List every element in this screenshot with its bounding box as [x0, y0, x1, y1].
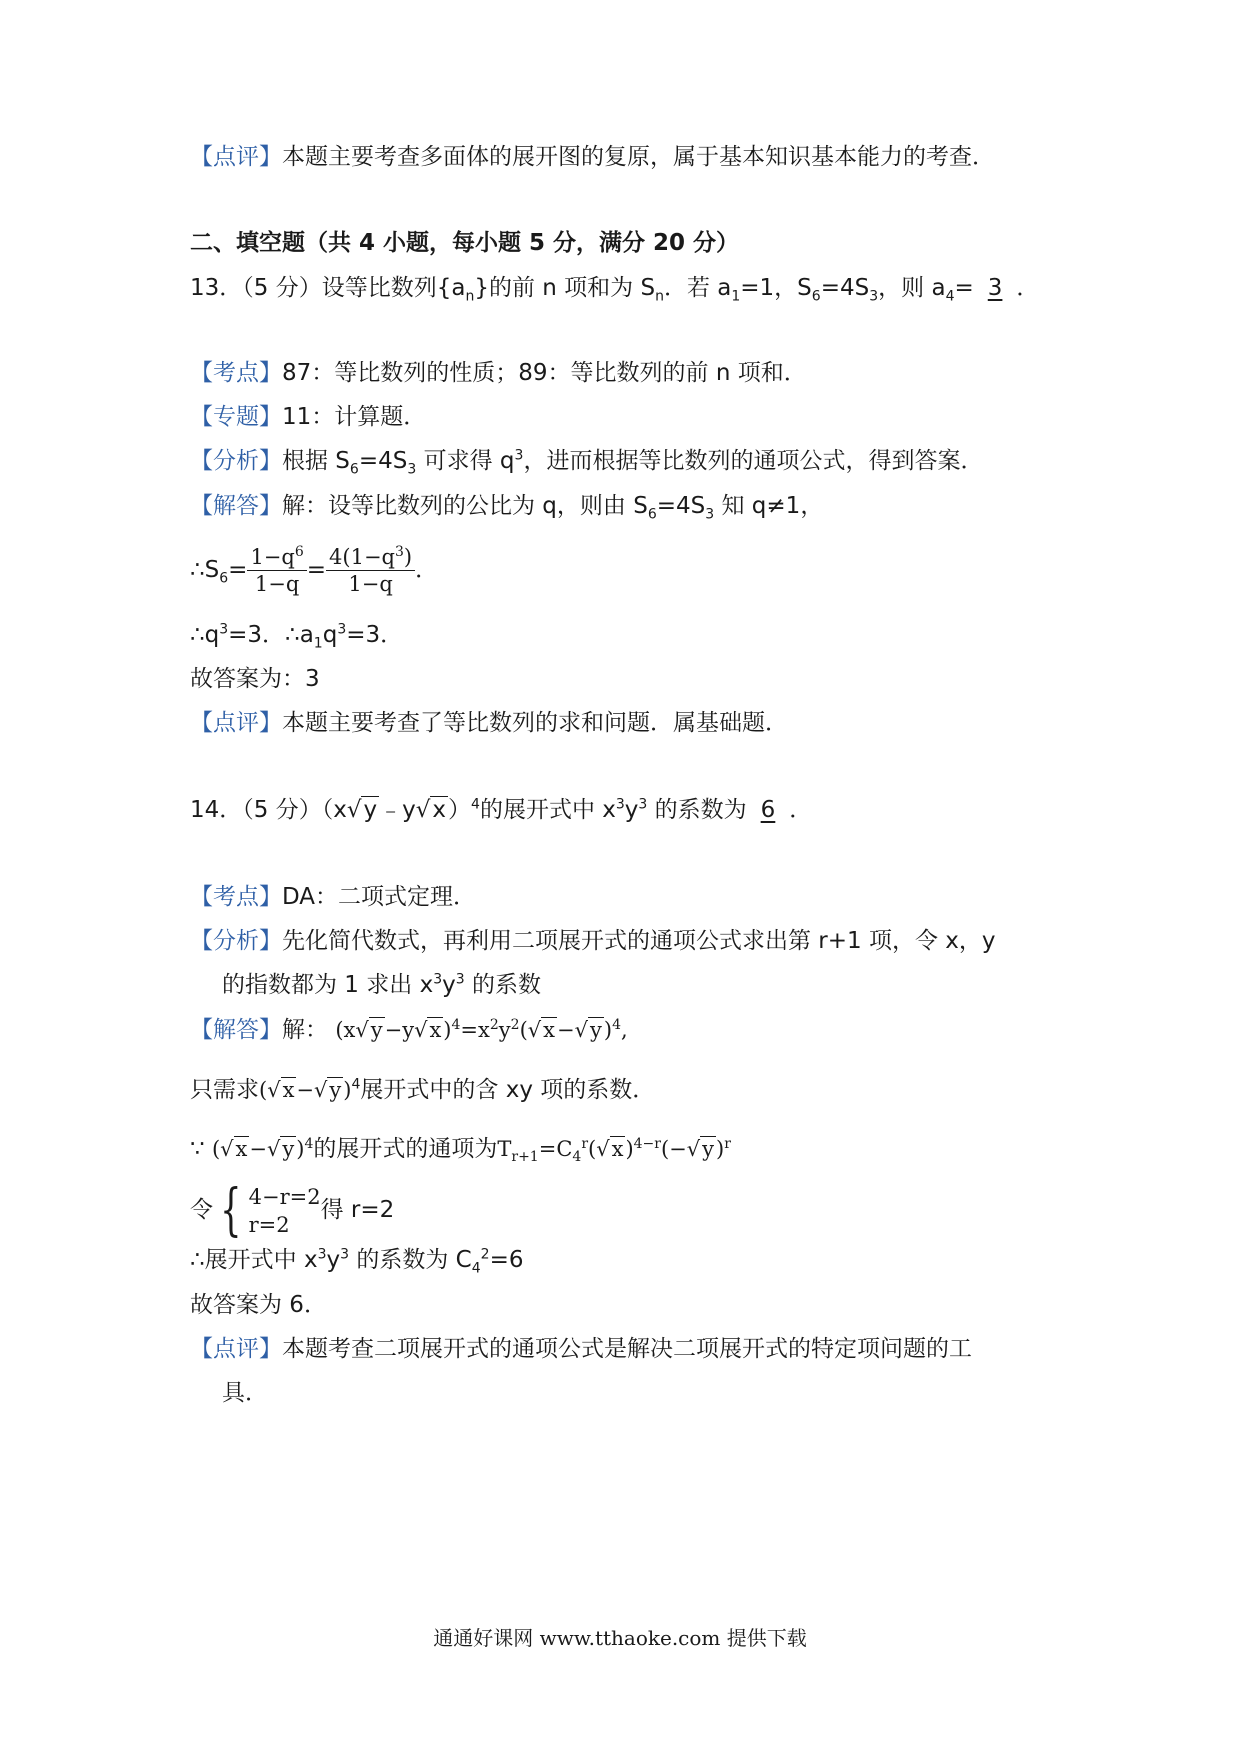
q13-equation-1: $\therefore S_6=$ $\frac{1-q^6}{1-q}$ = $\frac{4(1-q^3)}{1-q}$ ． — [190, 544, 439, 596]
q13-stem-part: =4S — [820, 275, 870, 301]
q14-fenxi-part: 的指数都为 1 求出 x — [222, 972, 434, 998]
system-row-2: r=2 — [248, 1212, 290, 1237]
q13-equation-2: $\therefore q^3=3$．$\therefore a_1q^3=3$． — [190, 621, 404, 652]
q13-zhuanti-text: 11：计算题． — [282, 404, 427, 430]
q14-radicand: y — [363, 797, 378, 823]
q14-because — [190, 1134, 731, 1164]
q14-dianping-line1: 本题考查二项展开式的通项公式是解决二项展开式的特定项问题的工 — [282, 1336, 972, 1362]
fenxi-tag: 【分析】 — [190, 448, 282, 474]
fraction-1-numerator: 1−q — [250, 545, 295, 569]
q14-dianping — [190, 1334, 972, 1364]
q14-fenxi-part: 的系数 — [471, 972, 541, 998]
q13-final-answer: 故答案为：3 — [190, 666, 320, 692]
q13-jieda-part: 知 q≠1， — [721, 493, 824, 519]
q14-need-part: 展开式中的含 xy 项的系数． — [360, 1077, 656, 1103]
q14-stem: 14．（5 分）（x√y﹣y√x）$^4$的展开式中 $x^3y^3$ 的系数为 6 ． — [190, 796, 813, 823]
q14-radicand: x — [432, 797, 447, 823]
q14-kaodian-text: DA：二项式定理． — [282, 884, 477, 910]
fenxi-tag: 【分析】 — [190, 928, 282, 954]
q14-need-formula: (√x−√y) — [259, 1078, 352, 1102]
q14-dianping-continued: 具． — [222, 1380, 268, 1406]
dianping-tag: 【点评】 — [190, 1336, 282, 1362]
q13-stem-part: }的前 n 项和为 S — [474, 275, 656, 301]
q14-need-part: 只需求 — [190, 1077, 259, 1103]
q13-fenxi-part: 根据 S — [282, 448, 350, 474]
fraction-2-denominator: 1−q — [348, 572, 393, 596]
q13-jieda-part: 解：设等比数列的公比为 q，则由 S — [282, 493, 648, 519]
q14-stem-part: ﹣y — [379, 797, 416, 823]
q13-fenxi-part: ，进而根据等比数列的通项公式，得到答案． — [523, 448, 984, 474]
kaodian-tag: 【考点】 — [190, 884, 282, 910]
q14-coef-part: ∴展开式中 x — [190, 1247, 318, 1273]
q14-jieda-formula: $(x√y-y√x)^4=x^2y^2(√x-√y)^4$, — [335, 1017, 628, 1042]
q14-kaodian — [190, 882, 476, 912]
q14-because-formula: $(√x-√y)^4$ — [211, 1136, 314, 1161]
eq2-part: =3．∴a — [228, 622, 314, 648]
q14-jieda — [190, 1015, 628, 1045]
q14-system — [190, 1177, 395, 1243]
q13-dianping — [190, 708, 788, 738]
q14-fenxi-part: y — [442, 972, 456, 998]
q13-stem-part: ．若 a — [663, 275, 732, 301]
q14-coefficient: ∴展开式中 $x^3y^3$ 的系数为 $C_4^2=6$ — [190, 1246, 524, 1277]
fraction-1-denominator: 1−q — [254, 572, 300, 596]
q13-fenxi-part: 可求得 q — [423, 448, 515, 474]
q14-fenxi-continued: 的指数都为 1 求出 $x^3y^3$ 的系数 — [222, 971, 541, 998]
q14-stem-part: y — [624, 797, 639, 823]
eq2-part: ∴q — [190, 622, 220, 648]
system-row-1: 4−r=2 — [248, 1184, 321, 1209]
q13-jieda: 【解答】解：设等比数列的公比为 q，则由 $S_6=4S_3$ 知 q≠1， — [190, 493, 824, 523]
q14-coef-part: =6 — [489, 1247, 524, 1273]
q13-kaodian-text: 87：等比数列的性质；89：等比数列的前 n 项和． — [282, 360, 807, 386]
q13-stem-part: 13．（5 分）设等比数列{a — [190, 275, 466, 301]
equation-system: { 4−r=2 r=2 — [220, 1177, 321, 1243]
q13-stem-part: = — [954, 275, 974, 301]
q14-stem-part: 14．（5 分）（x — [190, 797, 347, 823]
review-text: 本题主要考查多面体的展开图的复原，属于基本知识基本能力的考查． — [282, 144, 995, 170]
q14-coef-part: 的系数为 C — [356, 1247, 472, 1273]
q14-answer-blank: 6 — [760, 797, 776, 823]
q13-fenxi: 【分析】根据 $S_6=4S_3$ 可求得 $q^3$，进而根据等比数列的通项公式，得到答案． — [190, 447, 984, 478]
q14-need: 只需求$(√x-√y)^4$展开式中的含 xy 项的系数． — [190, 1076, 656, 1103]
q14-general-term: $T_{r+1}=C_4^r(√x)^{4-r}(-√y)^r$ — [497, 1136, 731, 1166]
top-review-line — [190, 142, 995, 172]
fraction-2: $\frac{4(1-q^3)}{1-q}$ — [326, 544, 415, 597]
dianping-tag: 【点评】 — [190, 710, 282, 736]
q13-stem-part: ，则 a — [878, 275, 946, 301]
q14-stem-part: 的系数为 — [654, 797, 747, 823]
q14-because-part: 的展开式的通项为 — [313, 1136, 498, 1162]
q13-fenxi-part: =4S — [358, 448, 408, 474]
page-footer: 通通好课网 www.tthaoke.com 提供下载 — [433, 1626, 807, 1650]
q13-stem-part: =1，S — [740, 275, 812, 301]
because-symbol: ∵ — [190, 1136, 205, 1162]
review-tag: 【点评】 — [190, 144, 282, 170]
q14-fenxi — [190, 926, 996, 956]
eq1-lead: ∴S — [190, 557, 220, 583]
q13-kaodian — [190, 358, 807, 388]
q13-zhuanti — [190, 402, 426, 432]
fraction-2-numerator: 4(1−q — [329, 545, 395, 569]
q14-stem-part: 的展开式中 x — [479, 797, 616, 823]
q13-stem: 13．（5 分）设等比数列$\{a_n\}$的前 n 项和为 $S_n$．若 $a_1=1$，$S_6=4S_3$，则 $a_4= 3$ ． — [190, 275, 1040, 305]
jieda-tag: 【解答】 — [190, 1017, 282, 1043]
q13-jieda-part: =4S — [656, 493, 706, 519]
ling-label: 令 — [190, 1197, 213, 1223]
q13-dianping-text: 本题主要考查了等比数列的求和问题．属基础题． — [282, 710, 788, 736]
q14-fenxi-line1: 先化简代数式，再利用二项展开式的通项公式求出第 r+1 项，令 x，y — [282, 928, 996, 954]
eq2-part: =3． — [346, 622, 404, 648]
q13-answer-blank: 3 — [987, 275, 1003, 301]
zhuanti-tag: 【专题】 — [190, 404, 282, 430]
q14-coef-part: y — [326, 1247, 341, 1273]
q14-final-answer: 故答案为 6． — [190, 1292, 327, 1318]
jieda-tag: 【解答】 — [190, 493, 282, 519]
kaodian-tag: 【考点】 — [190, 360, 282, 386]
eq2-part: q — [322, 622, 338, 648]
section-title: 二、填空题（共 4 小题，每小题 5 分，满分 20 分） — [190, 230, 740, 256]
q14-jieda-lead: 解： — [282, 1017, 328, 1043]
q14-stem-part: ） — [448, 797, 472, 823]
fraction-1: $\frac{1-q^6}{1-q}$ — [247, 544, 306, 597]
ling-result: 得 r=2 — [320, 1197, 395, 1223]
